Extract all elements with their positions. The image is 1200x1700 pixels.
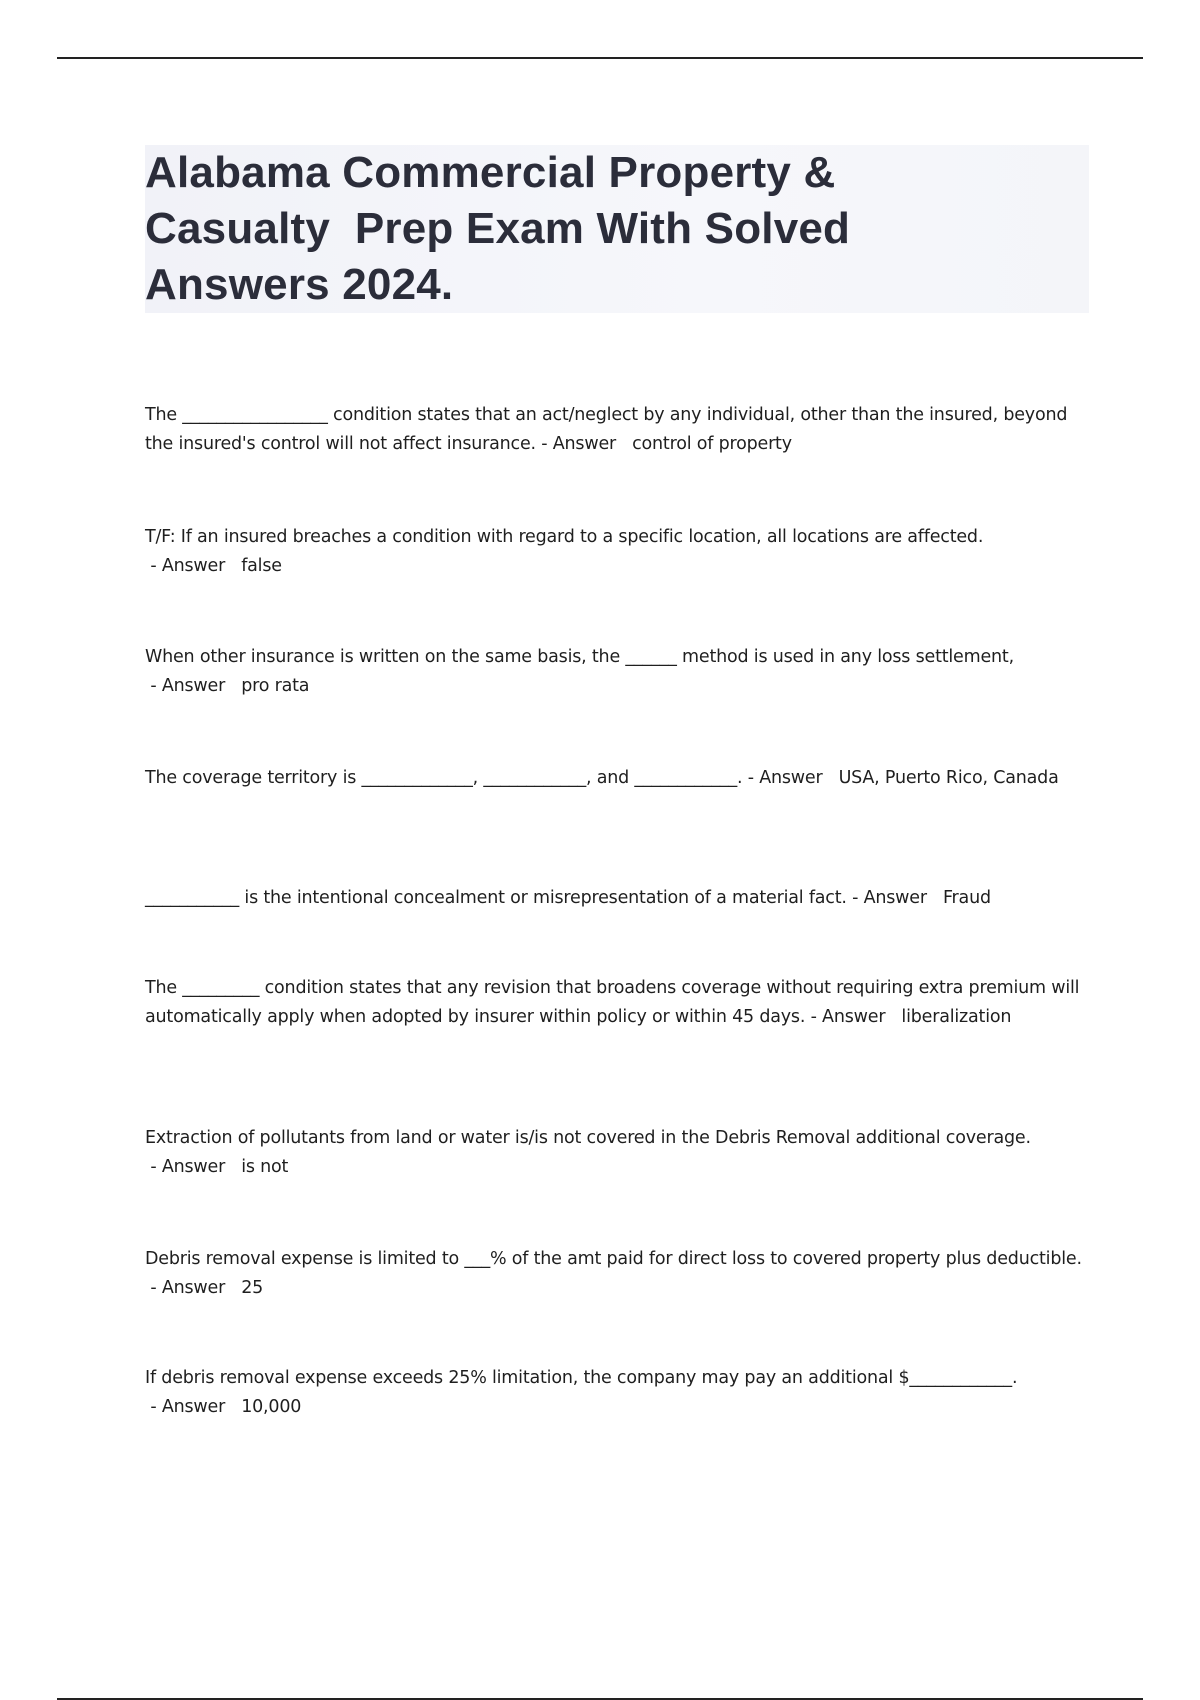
answer-prefix: - Answer: [145, 1157, 242, 1177]
top-rule: [57, 57, 1143, 59]
answer-text: 25: [241, 1278, 264, 1298]
document-title: Alabama Commercial Property & Casualty Prep Exam With Solved Answers 2024.: [145, 148, 851, 309]
answer-text: Fraud: [942, 888, 991, 908]
answer-prefix: - Answer: [846, 888, 943, 908]
answer-text: is not: [241, 1157, 289, 1177]
question-text: Debris removal expense is limited to ___% of the amt paid for direct loss to covered property plus deductible.: [145, 1249, 1082, 1269]
answer-text: USA, Puerto Rico, Canada: [838, 768, 1059, 788]
answer-prefix: - Answer: [145, 1278, 242, 1298]
answer-text: pro rata: [241, 676, 310, 696]
qa-item: [145, 884, 1090, 913]
question-text: ___________ is the intentional concealment or misrepresentation of a material fact.: [145, 888, 847, 908]
answer-prefix: - Answer: [145, 556, 242, 576]
question-text: The _________________ condition states that an act/neglect by any individual, other than the insured, beyond the insured's control will not affect insurance.: [145, 405, 1068, 454]
question-text: Extraction of pollutants from land or water is/is not covered in the Debris Removal additional coverage.: [145, 1128, 1031, 1148]
question-text: If debris removal expense exceeds 25% limitation, the company may pay an additional $____________.: [145, 1368, 1018, 1388]
answer-prefix: - Answer: [805, 1007, 902, 1027]
answer-prefix: - Answer: [145, 1397, 242, 1417]
answer-prefix: - Answer: [742, 768, 839, 788]
answer-text: false: [241, 556, 282, 576]
question-text: The _________ condition states that any revision that broadens coverage without requiring extra premium will automatically apply when adopted by insurer within policy or within 45 days.: [145, 978, 1080, 1027]
qa-item: [145, 643, 1090, 701]
answer-prefix: - Answer: [535, 434, 633, 454]
question-text: When other insurance is written on the same basis, the ______ method is used in any loss settlement,: [145, 647, 1014, 667]
answer-text: liberalization: [901, 1007, 1012, 1027]
question-text: T/F: If an insured breaches a condition with regard to a specific location, all locations are affected.: [145, 527, 984, 547]
answer-text: 10,000: [241, 1397, 302, 1417]
qa-item: [145, 1124, 1090, 1182]
qa-item: [145, 523, 1090, 581]
title-block: [145, 145, 1089, 313]
qa-item: [145, 764, 1090, 793]
qa-item: [145, 1245, 1090, 1303]
answer-prefix: - Answer: [145, 676, 242, 696]
qa-item: [145, 1364, 1090, 1422]
answer-text: control of property: [632, 434, 792, 454]
qa-item: [145, 401, 1090, 459]
qa-item: [145, 974, 1090, 1032]
question-text: The coverage territory is _____________, ____________, and ____________.: [145, 768, 743, 788]
